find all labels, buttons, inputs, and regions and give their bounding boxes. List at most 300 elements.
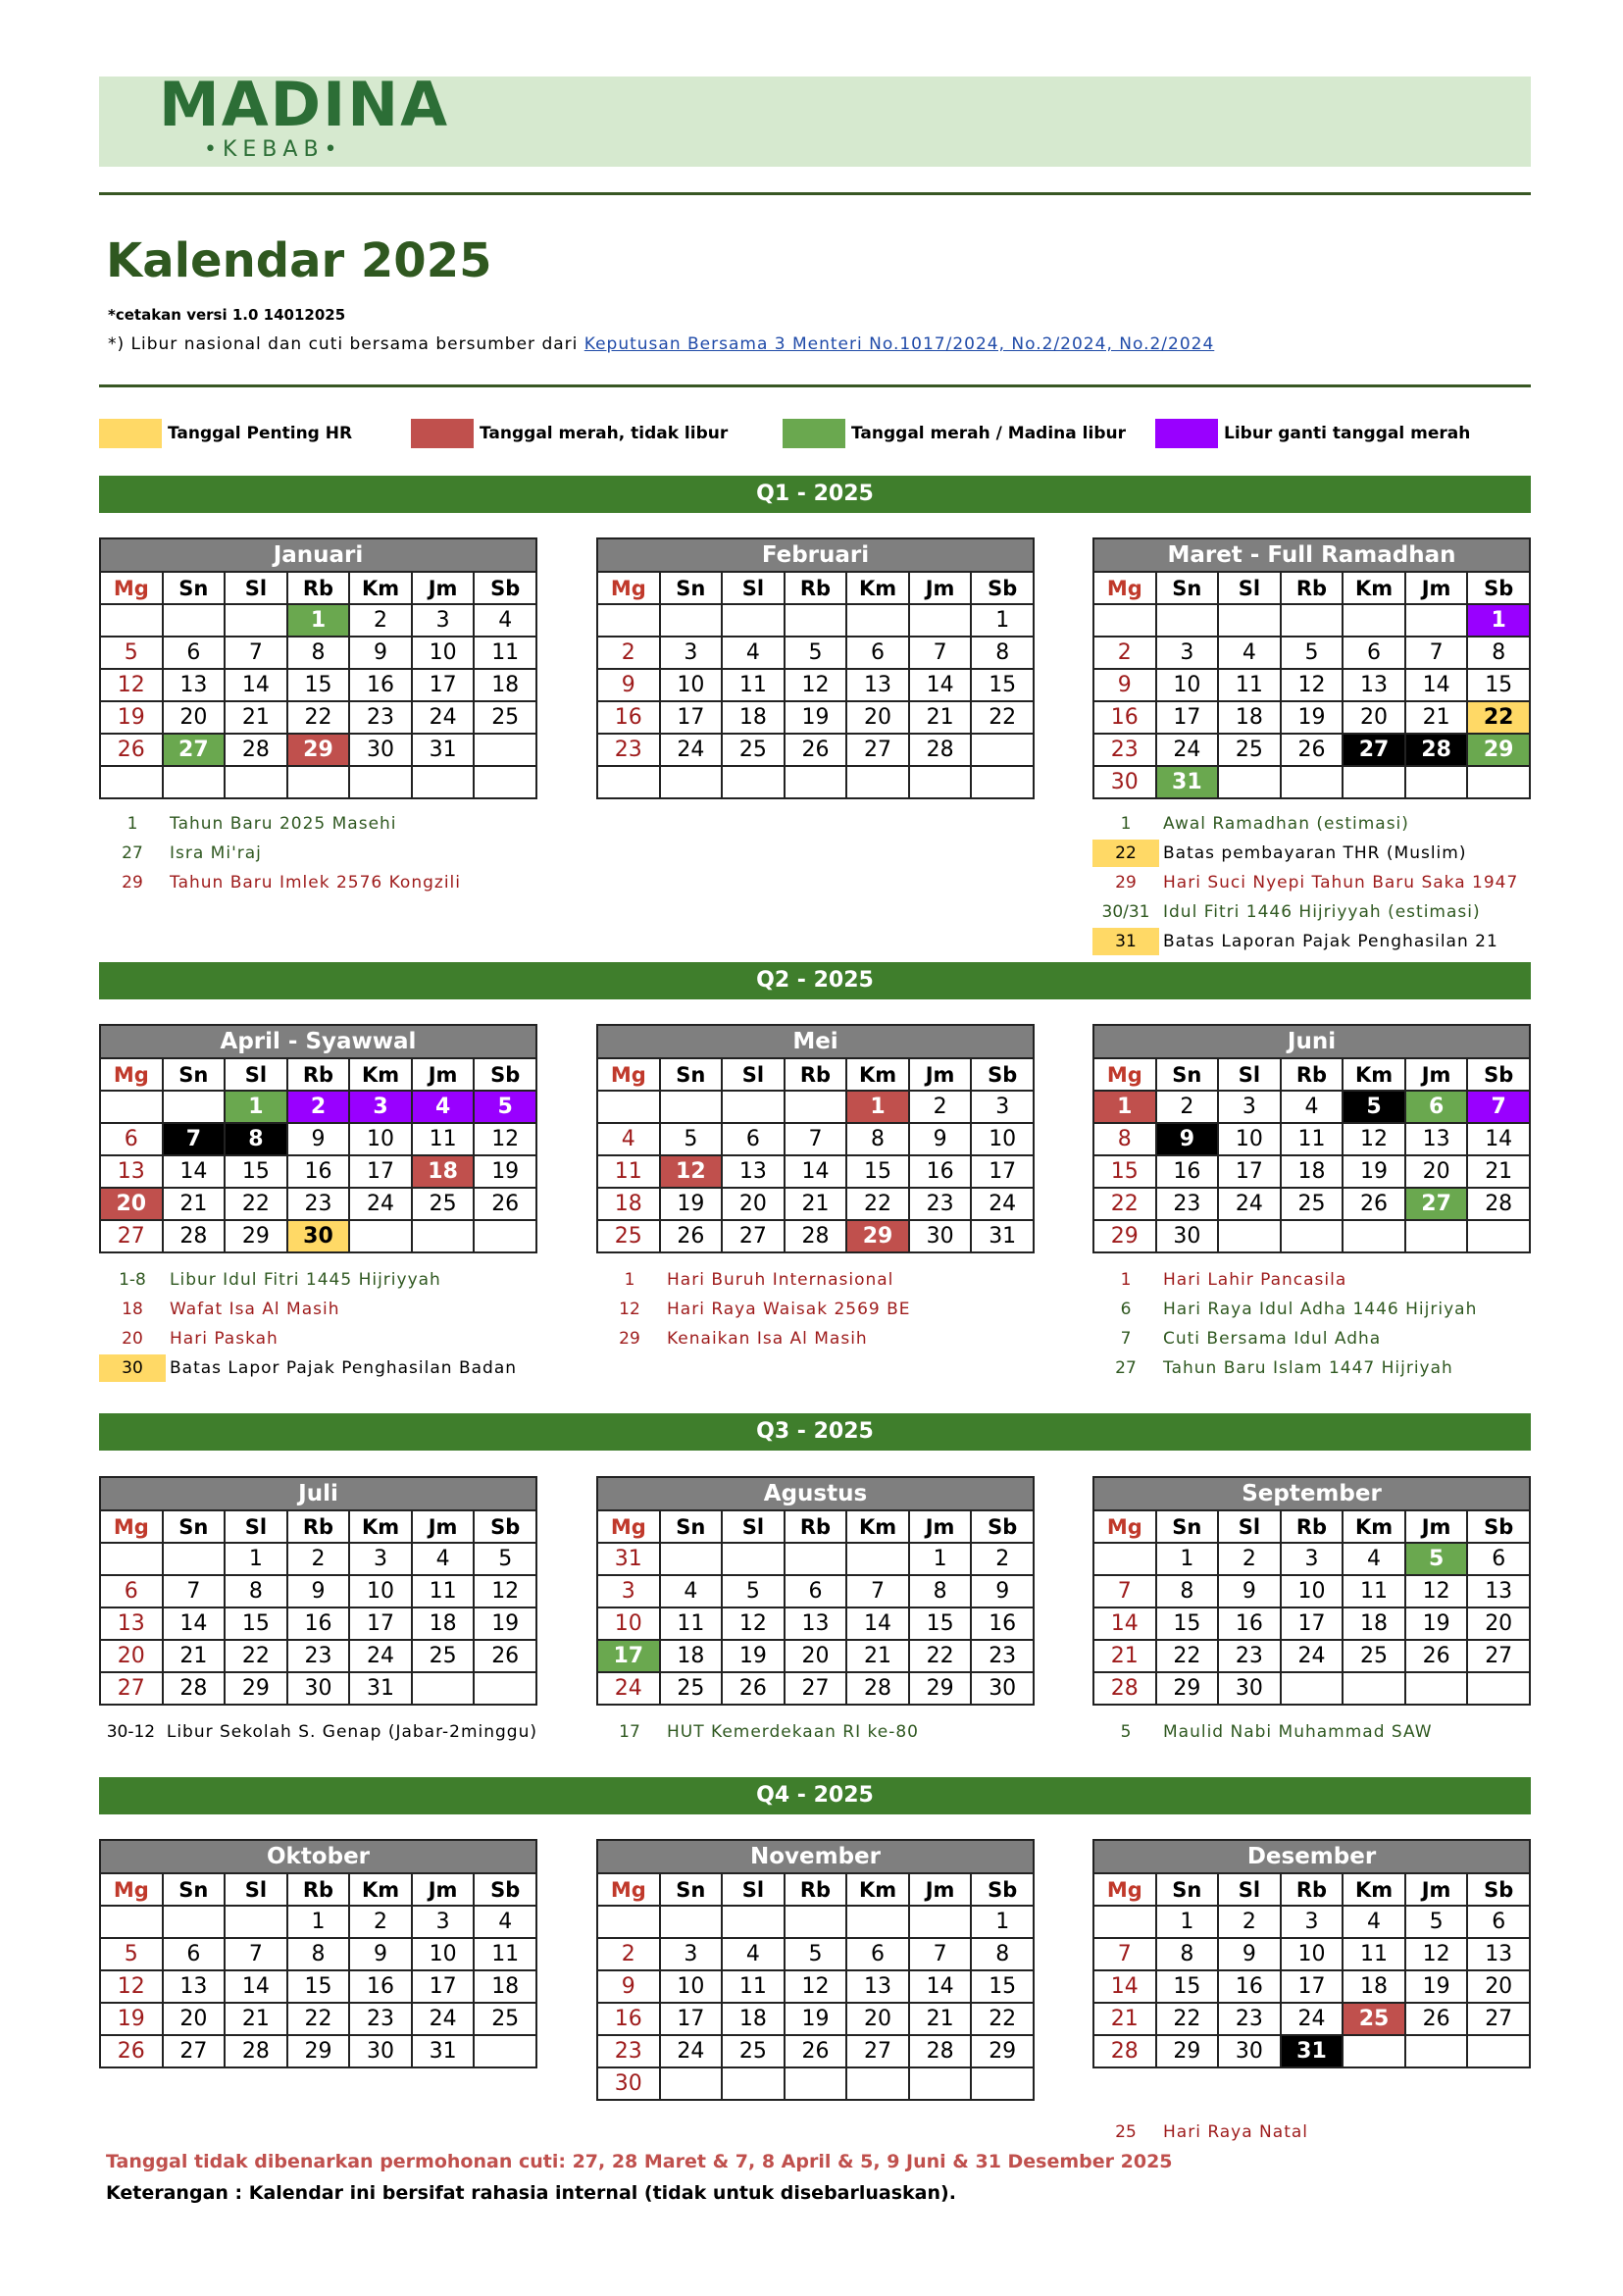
holiday-name: Hari Paskah [170,1329,279,1349]
empty-cell [1218,1220,1281,1252]
day-cell: 7 [225,637,287,669]
day-cell: 21 [846,1640,909,1672]
day-cell: 26 [474,1188,536,1220]
day-cell: 31 [971,1220,1034,1252]
month-calendar [99,1024,537,1253]
empty-cell [474,766,536,798]
holiday-date: 18 [122,1300,143,1319]
empty-cell [163,604,226,637]
day-cell: 19 [1405,1607,1468,1640]
day-cell: 10 [1218,1123,1281,1155]
week-row [1093,1575,1530,1607]
day-cell: 6 [1467,1543,1530,1575]
empty-cell [163,1906,226,1938]
weekday-header: Km [846,1510,909,1543]
day-cell: 1 [909,1543,972,1575]
week-row [1093,669,1530,701]
day-cell: 12 [785,1970,847,2003]
logo-subtitle: •KEBAB• [204,137,343,162]
day-cell: 2 [1093,637,1156,669]
holiday-name: Hari Raya Idul Adha 1446 Hijriyah [1163,1300,1478,1319]
weekday-header: Sl [722,572,785,604]
empty-cell [349,1220,412,1252]
day-cell: 16 [287,1607,350,1640]
day-cell: 29 [1156,2035,1219,2067]
weekday-header: Sn [660,1058,723,1091]
empty-cell [1281,766,1344,798]
day-cell: 21 [1405,701,1468,734]
quarter-bar-q3: Q3 - 2025 [99,1413,1531,1451]
week-row [597,2035,1034,2067]
weekday-header: Sb [1467,572,1530,604]
weekday-header: Jm [1405,1058,1468,1091]
empty-cell [1405,766,1468,798]
holiday-date: 22 [1092,840,1159,867]
week-row [100,1575,536,1607]
day-cell: 8 [225,1123,287,1155]
empty-cell [597,1091,660,1123]
weekday-header: Km [846,1058,909,1091]
week-row [597,1123,1034,1155]
day-cell: 25 [1281,1188,1344,1220]
source-link[interactable]: Keputusan Bersama 3 Menteri No.1017/2024, No.2/2024, No.2/2024 [583,334,1215,354]
weekday-header: Sb [1467,1510,1530,1543]
weekday-header: Mg [597,572,660,604]
empty-cell [474,1220,536,1252]
day-cell: 27 [846,734,909,766]
holiday-notes-jun [1092,1265,1531,1383]
day-cell: 29 [846,1220,909,1252]
day-cell: 19 [785,2003,847,2035]
day-cell: 9 [287,1575,350,1607]
day-cell: 26 [722,1672,785,1705]
legend-swatch [1155,419,1218,448]
day-cell: 20 [785,1640,847,1672]
week-row [1093,1220,1530,1252]
day-cell: 13 [846,669,909,701]
month-title: Juli [100,1477,536,1510]
weekday-header: Mg [100,572,163,604]
weekday-header: Km [1343,1510,1405,1543]
holiday-name: Hari Lahir Pancasila [1163,1270,1347,1290]
week-row [597,766,1034,798]
legend-item-red [411,419,728,448]
weekday-header: Jm [909,1058,972,1091]
day-cell: 4 [1343,1906,1405,1938]
day-cell: 3 [412,1906,475,1938]
week-row [100,1607,536,1640]
day-cell: 15 [1093,1155,1156,1188]
day-cell: 23 [287,1640,350,1672]
day-cell: 31 [349,1672,412,1705]
weekday-header: Rb [785,1873,847,1906]
day-cell: 13 [785,1607,847,1640]
day-cell: 24 [971,1188,1034,1220]
month-title: Januari [100,538,536,572]
day-cell: 4 [474,604,536,637]
day-cell: 4 [412,1543,475,1575]
day-cell: 24 [660,2035,723,2067]
weekday-header: Rb [1281,572,1344,604]
empty-cell [1343,1220,1405,1252]
day-cell: 17 [660,2003,723,2035]
day-cell: 7 [1467,1091,1530,1123]
week-row [1093,1123,1530,1155]
holiday-date: 12 [619,1300,640,1319]
week-row [100,1155,536,1188]
weekday-header: Km [349,572,412,604]
week-row [1093,766,1530,798]
weekday-header: Sb [971,1873,1034,1906]
day-cell: 19 [100,2003,163,2035]
day-cell: 28 [225,2035,287,2067]
day-cell: 20 [846,701,909,734]
day-cell: 20 [100,1640,163,1672]
week-row [597,1155,1034,1188]
day-cell: 4 [660,1575,723,1607]
holiday-name: Tahun Baru Islam 1447 Hijriyah [1163,1358,1453,1378]
day-cell: 27 [722,1220,785,1252]
weekday-header: Sn [163,572,226,604]
empty-cell [349,766,412,798]
day-cell: 17 [1218,1155,1281,1188]
month-calendar [1092,1839,1531,2068]
day-cell: 22 [287,701,350,734]
day-cell: 13 [163,669,226,701]
day-cell: 30 [1218,1672,1281,1705]
holiday-date: 31 [1092,928,1159,955]
day-cell: 16 [597,2003,660,2035]
day-cell: 2 [287,1091,350,1123]
week-row [1093,604,1530,637]
day-cell: 9 [1156,1123,1219,1155]
day-cell: 26 [660,1220,723,1252]
weekday-header: Sn [163,1873,226,1906]
empty-cell [971,2067,1034,2100]
week-row [1093,701,1530,734]
day-cell: 10 [971,1123,1034,1155]
page-title: Kalendar 2025 [106,233,492,288]
day-cell: 5 [785,637,847,669]
day-cell: 5 [1281,637,1344,669]
month-calendar [1092,537,1531,799]
holiday-notes-sep [1092,1717,1531,1747]
empty-cell [474,2035,536,2067]
weekday-header: Jm [1405,572,1468,604]
week-row [597,637,1034,669]
empty-cell [163,1543,226,1575]
day-cell: 10 [412,1938,475,1970]
day-cell: 2 [1218,1906,1281,1938]
day-cell: 1 [287,1906,350,1938]
day-cell: 10 [412,637,475,669]
legend-item-hr [99,419,352,448]
day-cell: 17 [597,1640,660,1672]
day-cell: 5 [785,1938,847,1970]
day-cell: 30 [1093,766,1156,798]
day-cell: 10 [1281,1938,1344,1970]
day-cell: 1 [971,604,1034,637]
day-cell: 25 [1343,1640,1405,1672]
month-table [596,1024,1035,1253]
month-table [596,1476,1035,1706]
divider [99,384,1531,387]
day-cell: 12 [722,1607,785,1640]
day-cell: 27 [846,2035,909,2067]
day-cell: 18 [412,1155,475,1188]
holiday-date: 1 [1120,1270,1132,1290]
day-cell: 28 [163,1220,226,1252]
day-cell: 21 [225,701,287,734]
weekday-header: Sn [660,1510,723,1543]
day-cell: 20 [100,1188,163,1220]
weekday-header: Sn [1156,1873,1219,1906]
day-cell: 24 [349,1640,412,1672]
day-cell: 13 [846,1970,909,2003]
holiday-note [1092,868,1531,897]
weekday-header: Mg [1093,1058,1156,1091]
day-cell: 15 [971,669,1034,701]
holiday-note [1092,809,1531,839]
week-row [1093,1091,1530,1123]
empty-cell [909,2067,972,2100]
month-title: Oktober [100,1840,536,1873]
empty-cell [1218,604,1281,637]
empty-cell [660,604,723,637]
empty-cell [225,1906,287,1938]
day-cell: 15 [287,669,350,701]
day-cell: 4 [597,1123,660,1155]
holiday-name: Hari Raya Natal [1163,2122,1308,2142]
day-cell: 7 [163,1575,226,1607]
empty-cell [1281,1672,1344,1705]
holiday-note [99,1265,537,1295]
week-row [1093,1672,1530,1705]
empty-cell [722,2067,785,2100]
day-cell: 12 [1343,1123,1405,1155]
weekday-header: Mg [597,1510,660,1543]
day-cell: 10 [349,1123,412,1155]
empty-cell [660,1091,723,1123]
holiday-name: Hari Raya Waisak 2569 BE [667,1300,911,1319]
week-row [597,1938,1034,1970]
day-cell: 16 [909,1155,972,1188]
day-cell: 18 [412,1607,475,1640]
weekday-header: Mg [100,1058,163,1091]
holiday-name: HUT Kemerdekaan RI ke-80 [667,1722,919,1742]
empty-cell [474,734,536,766]
day-cell: 20 [163,701,226,734]
day-cell: 28 [909,2035,972,2067]
empty-cell [1343,604,1405,637]
day-cell: 19 [660,1188,723,1220]
empty-cell [100,1906,163,1938]
day-cell: 21 [1467,1155,1530,1188]
day-cell: 15 [909,1607,972,1640]
day-cell: 12 [1405,1575,1468,1607]
day-cell: 20 [722,1188,785,1220]
day-cell: 5 [1343,1091,1405,1123]
holiday-date: 27 [122,843,143,863]
month-calendar [596,1839,1035,2101]
legend-swatch [411,419,474,448]
holiday-note [99,839,537,868]
day-cell: 12 [785,669,847,701]
day-cell: 2 [1218,1543,1281,1575]
day-cell: 10 [660,1970,723,2003]
week-row [597,1220,1034,1252]
day-cell: 18 [722,2003,785,2035]
day-cell: 26 [1405,2003,1468,2035]
day-cell: 27 [163,734,226,766]
day-cell: 9 [1218,1938,1281,1970]
day-cell: 1 [846,1091,909,1123]
holiday-date: 1 [624,1270,635,1290]
week-row [1093,1906,1530,1938]
holiday-name: Maulid Nabi Muhammad SAW [1163,1722,1433,1742]
weekday-header: Km [846,1873,909,1906]
empty-cell [1405,1220,1468,1252]
day-cell: 15 [1156,1607,1219,1640]
month-table [596,1839,1035,2101]
day-cell: 9 [971,1575,1034,1607]
weekday-header: Rb [785,1510,847,1543]
holiday-name: Awal Ramadhan (estimasi) [1163,814,1409,834]
holiday-notes-jan [99,809,537,897]
weekday-header: Sb [474,1873,536,1906]
day-cell: 27 [1467,1640,1530,1672]
day-cell: 8 [287,637,350,669]
day-cell: 19 [722,1640,785,1672]
weekday-header: Sl [1218,572,1281,604]
empty-cell [225,604,287,637]
weekday-header: Sl [1218,1873,1281,1906]
holiday-note [596,1295,1035,1324]
legend-label: Tanggal merah / Madina libur [851,424,1126,443]
day-cell: 1 [1156,1906,1219,1938]
day-cell: 29 [287,2035,350,2067]
empty-cell [1467,766,1530,798]
weekday-header: Rb [287,572,350,604]
day-cell: 3 [660,1938,723,1970]
empty-cell [412,1220,475,1252]
legend-label: Tanggal Penting HR [168,424,353,443]
day-cell: 18 [1343,1607,1405,1640]
day-cell: 22 [971,701,1034,734]
weekday-header: Sb [474,1058,536,1091]
day-cell: 26 [474,1640,536,1672]
holiday-name: Cuti Bersama Idul Adha [1163,1329,1382,1349]
day-cell: 4 [474,1906,536,1938]
week-row [597,1188,1034,1220]
day-cell: 14 [909,1970,972,2003]
day-cell: 13 [100,1155,163,1188]
legend-item-green [783,419,1126,448]
day-cell: 24 [349,1188,412,1220]
week-row [100,1970,536,2003]
empty-cell [597,766,660,798]
day-cell: 2 [1156,1091,1219,1123]
holiday-date: 29 [122,873,143,893]
day-cell: 8 [287,1938,350,1970]
empty-cell [1093,604,1156,637]
empty-cell [163,1091,226,1123]
day-cell: 23 [909,1188,972,1220]
empty-cell [474,1672,536,1705]
day-cell: 24 [412,701,475,734]
day-cell: 10 [1156,669,1219,701]
day-cell: 6 [100,1575,163,1607]
day-cell: 22 [287,2003,350,2035]
day-cell: 25 [722,734,785,766]
holiday-name: Tahun Baru 2025 Masehi [170,814,397,834]
day-cell: 30 [287,1672,350,1705]
day-cell: 1 [225,1091,287,1123]
weekday-header: Jm [1405,1510,1468,1543]
day-cell: 29 [1467,734,1530,766]
holiday-note [596,1324,1035,1353]
day-cell: 31 [1156,766,1219,798]
footer-info: Keterangan : Kalendar ini bersifat rahasia internal (tidak untuk disebarluaskan). [106,2182,956,2204]
weekday-header: Rb [287,1510,350,1543]
day-cell: 3 [1281,1906,1344,1938]
holiday-note [99,1717,537,1747]
weekday-header: Sn [163,1058,226,1091]
day-cell: 22 [1467,701,1530,734]
legend-label: Libur ganti tanggal merah [1224,424,1471,443]
empty-cell [660,1906,723,1938]
day-cell: 29 [1093,1220,1156,1252]
day-cell: 24 [1281,2003,1344,2035]
week-row [597,701,1034,734]
day-cell: 17 [349,1607,412,1640]
day-cell: 16 [1218,1970,1281,2003]
day-cell: 29 [287,734,350,766]
week-row [100,1640,536,1672]
empty-cell [1281,1220,1344,1252]
day-cell: 3 [412,604,475,637]
weekday-header: Jm [909,1873,972,1906]
divider [99,192,1531,195]
day-cell: 15 [287,1970,350,2003]
weekday-header: Jm [412,1510,475,1543]
day-cell: 31 [1281,2035,1344,2067]
holiday-note [99,1324,537,1353]
day-cell: 18 [1281,1155,1344,1188]
day-cell: 28 [1405,734,1468,766]
day-cell: 5 [722,1575,785,1607]
day-cell: 31 [597,1543,660,1575]
day-cell: 13 [1467,1575,1530,1607]
empty-cell [846,2067,909,2100]
weekday-header: Jm [412,1058,475,1091]
day-cell: 12 [1281,669,1344,701]
holiday-date: 27 [1115,1358,1137,1378]
empty-cell [909,766,972,798]
day-cell: 21 [1093,2003,1156,2035]
weekday-header: Jm [412,572,475,604]
week-row [100,1220,536,1252]
holiday-note [1092,927,1531,956]
holiday-notes-may [596,1265,1035,1353]
day-cell: 21 [909,701,972,734]
day-cell: 1 [1156,1543,1219,1575]
empty-cell [1156,604,1219,637]
weekday-header: Sn [660,1873,723,1906]
day-cell: 18 [474,669,536,701]
month-calendar [1092,1476,1531,1706]
day-cell: 18 [1218,701,1281,734]
